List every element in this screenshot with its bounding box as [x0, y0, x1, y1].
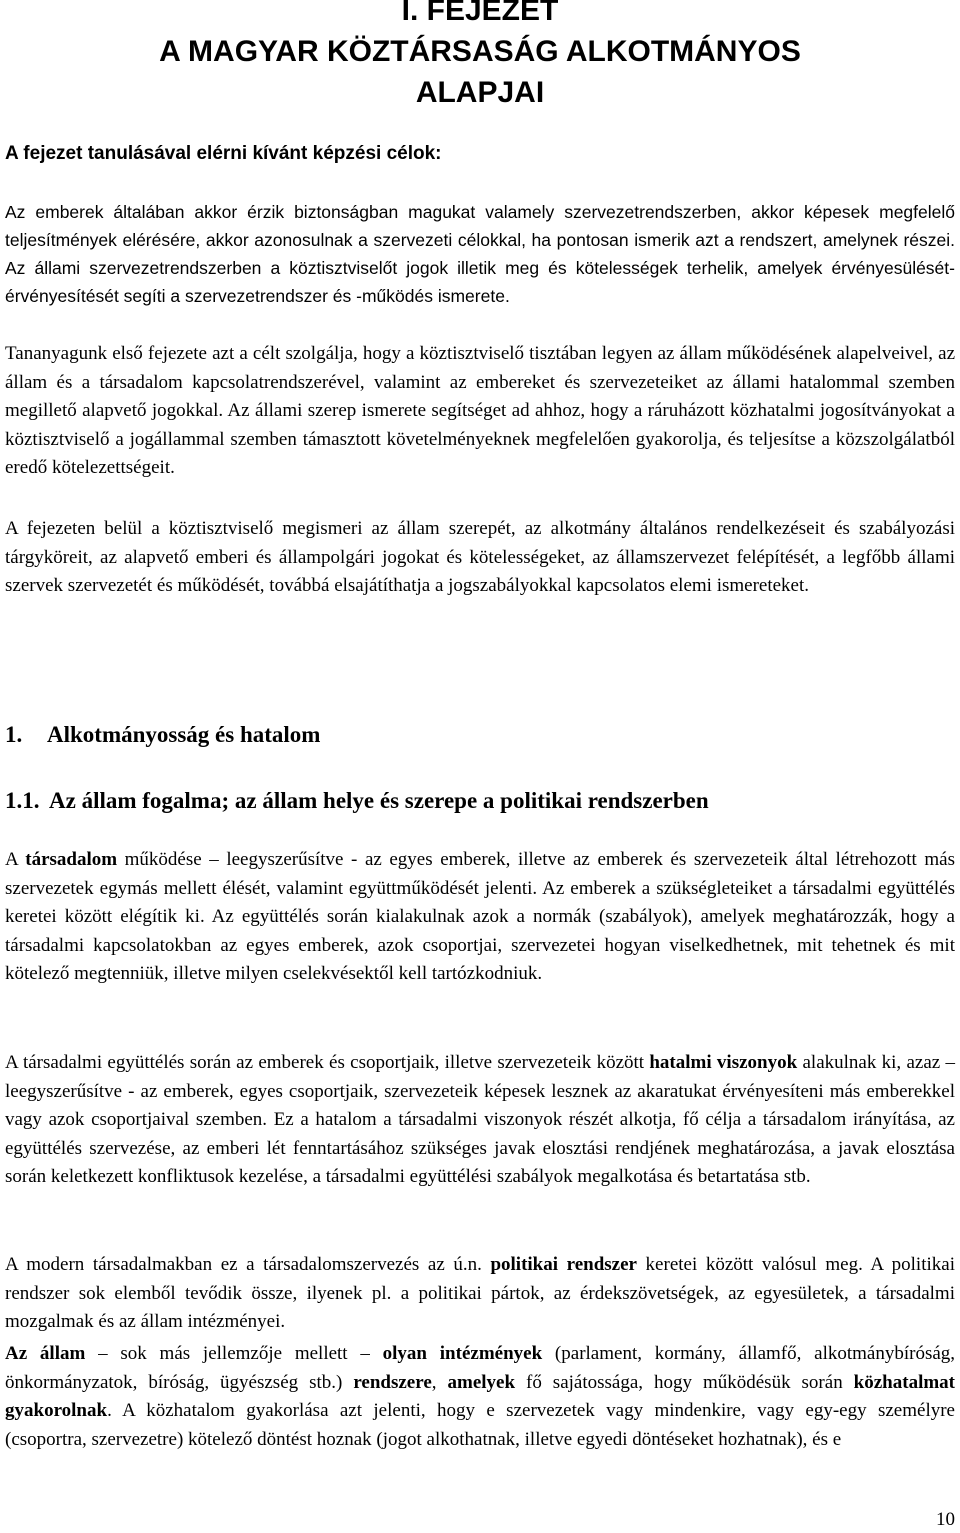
chapter-title-line: ALAPJAI [415, 76, 545, 109]
text-run: (parlament, kormány, államfő, alkotmánybíróság, önkormányzatok, bíróság, ügyészség stb.) [5, 1343, 956, 1393]
overview-paragraph: A fejezeten belül a köztisztviselő megismeri az állam szerepét, az alkotmány általános rendelkezéseit és szabályozási tárgyköreit, az alapvető emberi és állampolgári jogokat és kötelességeket, az államszervezet felépítését, a legfőbb állami szervek szervezetét és működését, továbbá elsajátíthatja a jogszabályokkal kapcsolatos elemi ismereteket. [5, 518, 955, 596]
chapter-number: I. FEJEZET [401, 0, 559, 27]
key-term: amelyek [447, 1371, 516, 1393]
key-term: olyan intézmények [382, 1343, 543, 1364]
key-term: hatalmi viszonyok [649, 1052, 798, 1073]
key-term: politikai rendszer [490, 1254, 637, 1275]
key-term: rendszere [353, 1371, 432, 1393]
subsection-number: 1.1. [5, 788, 40, 813]
subsection-title: Az állam fogalma; az állam helye és szerepe a politikai rendszerben [49, 788, 709, 813]
text-run: fő sajátossága, hogy működésük során [515, 1371, 854, 1393]
text-run: , [431, 1371, 448, 1393]
text-run: – sok más jellemzője mellett – [85, 1343, 383, 1364]
key-term: közhatalmat gyakorolnak [5, 1371, 955, 1421]
text-run: A [5, 849, 26, 870]
text-run: . A közhatalom gyakorlása azt jelenti, hogy e szervezetek vagy mindenkire, vagy egy-egy személyre (csoportra, szervezetre) kötelező döntést hoznak (jogot alkothatnak, illetve egyedi döntéseket hozhatnak), és e [5, 1400, 955, 1450]
body-paragraph [5, 1340, 955, 1454]
chapter-title-line: A MAGYAR KÖZTÁRSASÁG ALKOTMÁNYOS [159, 35, 801, 68]
text-run: keretei között valósul meg. A politikai rendszer sok elemből tevődik össze, ilyenek pl. a politikai pártok, az érdekszövetségek, az egyesületek, a társadalmi mozgalmak és az állam intézményei. [5, 1254, 955, 1332]
page-number: 10 [936, 1509, 955, 1530]
text-run: A modern társadalmakban ez a társadalomszervezés az ú.n. [5, 1254, 491, 1275]
overview-paragraph: Tananyagunk első fejezete azt a célt szolgálja, hogy a köztisztviselő tisztában legyen az állam működésének alapelveivel, az állam és a társadalom kapcsolatrendszerével, valamint az embereket és szervezeteiket az állami hatalommal szemben megillető alapvető jogokkal. Az állami szerep ismerete segítséget ad ahhoz, hogy a ráruházott közhatalmi jogosítványokat a köztisztviselő a jogállammal szemben támasztott követelményeknek megfelelően gyakorolja, és teljesítse a közszolgálatból eredő kötelezettségeit. [5, 343, 955, 478]
section-heading [5, 720, 320, 750]
key-term: társadalom [25, 849, 118, 870]
subsection-heading [5, 786, 709, 816]
body-paragraph [5, 1049, 955, 1192]
body-paragraph [5, 846, 955, 989]
text-run: működése – leegyszerűsítve - az egyes emberek, illetve az emberek és szervezeteik által létrehozott más szervezetek egymás mellett élését, valamint együttműködését jelenti. Az emberek a szükségleteiket a társadalmi együttélés keretei között elégítik ki. Az együttélés során kialakulnak azok a normák (szabályok), amelyek meghatározzák, hogy a társadalmi kapcsolatokban az egyes emberek, azok csoportjai, szervezetei hogyan viselkedhetnek, mit tehetnek és mit kötelező megtenniük, illetve milyen cselekvésektől kell tartózkodniuk. [5, 849, 955, 984]
key-term: Az állam [5, 1343, 86, 1364]
intro-paragraph: Az emberek általában akkor érzik biztonságban magukat valamely szervezetrendszerben, akkor képesek megfelelő teljesítmények elérésére, akkor azonosulnak a szervezeti célokkal, ha pontosan ismerik azt a rendszert, amelynek részei. Az állami szervezetrendszerben a köztisztviselőt jogok illetik meg és kötelességek terhelik, amelyek érvényesülését-érvényesítését segíti a szervezetrendszer és -működés ismerete. [5, 202, 955, 306]
section-number: 1. [5, 722, 23, 747]
section-title: Alkotmányosság és hatalom [47, 722, 321, 747]
text-run: A társadalmi együttélés során az emberek és csoportjaik, illetve szervezeteik között [5, 1052, 650, 1073]
text-run: alakulnak ki, azaz – leegyszerűsítve - az emberek, egyes csoportjaik, szervezeteik képesek lesznek az akaratukat érvényesíteni más emberekkel vagy azok csoportjaival szemben. Ez a hatalom a társadalmi viszonyok részét alkotja, fő célja a társadalom irányítása, az együttélés szervezése, az emberi lét fenntartásához szükséges javak elosztási rendjének meghatározása, a javak elosztása során keletkezett konfliktusok kezelése, a társadalmi együttélési szabályok megalkotása és betartatása stb. [5, 1052, 955, 1187]
goals-heading: A fejezet tanulásával elérni kívánt képzési célok: [5, 143, 442, 164]
chapter-title [0, 0, 960, 113]
body-paragraph [5, 1251, 955, 1337]
